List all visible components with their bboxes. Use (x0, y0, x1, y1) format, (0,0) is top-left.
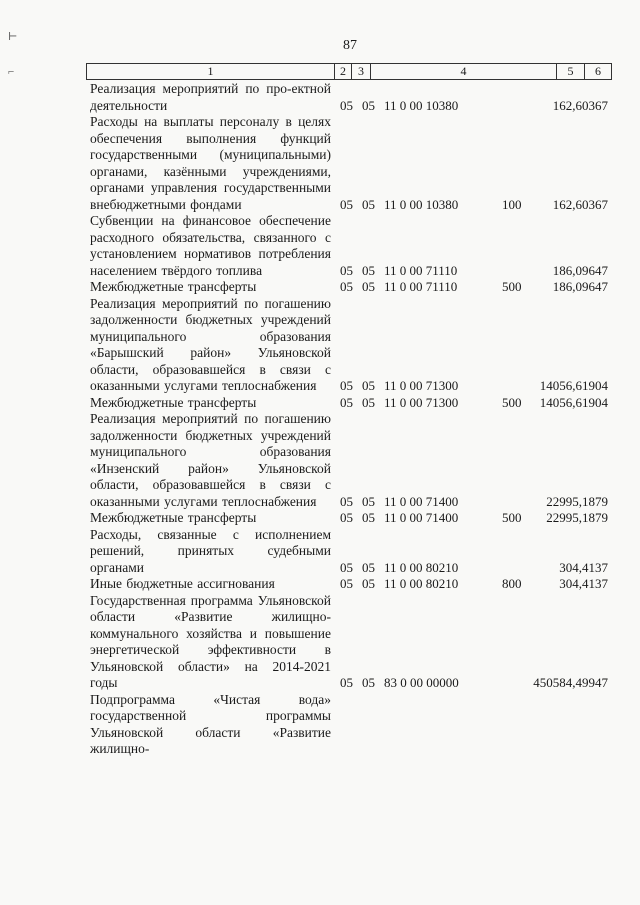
subsection-code: 05 (362, 97, 375, 113)
target-article-code: 11 0 00 10380 (384, 97, 459, 113)
target-article-code: 11 0 00 71400 (384, 493, 459, 509)
row-amount: 22995,1879 (546, 493, 608, 509)
row-description: Подпрограмма «Чистая вода» государственной программы Ульяновской области «Развитие жилищно- (90, 691, 331, 756)
target-article-code: 11 0 00 71400 (384, 510, 459, 525)
target-article-code: 11 0 00 71110 (384, 279, 458, 294)
expense-type-code: 800 (502, 576, 522, 591)
subsection-code: 05 (362, 394, 375, 410)
subsection-code: 05 (362, 675, 375, 690)
row-description: Государственная программа Ульяновской области «Развитие жилищно-коммунального хозяйства и повышение энергетической эффективности в Ульяновской области» на 2014-2021 годы (90, 592, 331, 690)
table-row (90, 527, 610, 577)
target-article-code: 83 0 00 00000 (384, 675, 459, 690)
section-code: 05 (340, 675, 353, 690)
section-code: 05 (340, 378, 353, 393)
row-description: Реализация мероприятий по погашению задолженности бюджетных учреждений муниципального образования «Барышский район» Ульяновской области, образовавшейся в связи с оказанными услугами теплоснабжения (90, 295, 331, 393)
target-article-code: 11 0 00 71300 (384, 394, 459, 410)
row-amount: 14056,61904 (539, 378, 608, 393)
header-cell: 3 (352, 64, 371, 79)
section-code: 05 (340, 279, 353, 294)
target-article-code: 11 0 00 80210 (384, 559, 459, 575)
row-description: Межбюджетные трансферты (90, 394, 257, 410)
row-description: Межбюджетные трансферты (90, 279, 257, 294)
row-description: Межбюджетные трансферты (90, 510, 257, 525)
row-amount: 186,09647 (552, 262, 608, 278)
subsection-code: 05 (362, 279, 375, 294)
section-code: 05 (340, 97, 353, 113)
row-amount: 22995,1879 (546, 510, 608, 525)
row-amount: 186,09647 (552, 279, 608, 294)
table-row (90, 395, 610, 412)
table-header (86, 63, 612, 80)
row-description: Иные бюджетные ассигнования (90, 576, 275, 591)
table-row (90, 510, 610, 527)
subsection-code: 05 (362, 576, 375, 591)
table-row (90, 593, 610, 692)
header-cell: 5 (557, 64, 585, 79)
target-article-code: 11 0 00 10380 (384, 196, 459, 212)
row-amount: 162,60367 (552, 196, 608, 212)
row-description: Расходы, связанные с исполнением решений, принятых судебными органами (90, 526, 331, 575)
table-row (90, 81, 610, 114)
section-code: 05 (340, 262, 353, 278)
margin-mark: ⊢ (8, 31, 18, 43)
row-description: Расходы на выплаты персоналу в целях обеспечения выполнения функций государственными (муниципальными) органами, казёнными учреждениями, органами управления государственными внебюджетными фондами (90, 114, 331, 212)
subsection-code: 05 (362, 493, 375, 509)
page-number: 87 (343, 38, 357, 53)
table-row (90, 213, 610, 279)
header-cell: 2 (335, 64, 352, 79)
subsection-code: 05 (362, 262, 375, 278)
section-code: 05 (340, 576, 353, 591)
expense-type-code: 500 (502, 394, 522, 410)
header-cell: 4 (371, 64, 557, 79)
section-code: 05 (340, 493, 353, 509)
margin-mark: ⌐ (8, 66, 15, 78)
section-code: 05 (340, 510, 353, 525)
target-article-code: 11 0 00 80210 (384, 576, 459, 591)
table-row (90, 296, 610, 395)
table-row (90, 692, 610, 758)
table-row (90, 576, 610, 593)
table-row (90, 279, 610, 296)
subsection-code: 05 (362, 378, 375, 393)
section-code: 05 (340, 196, 353, 212)
expense-type-code: 500 (502, 279, 522, 294)
row-description: Субвенции на финансовое обеспечение расходного обязательства, связанного с установлением нормативов потребления населением твёрдого топлива (90, 213, 331, 278)
table-row (90, 411, 610, 510)
subsection-code: 05 (362, 196, 375, 212)
table-row (90, 114, 610, 213)
row-amount: 450584,49947 (533, 675, 608, 690)
row-amount: 14056,61904 (539, 394, 608, 410)
subsection-code: 05 (362, 510, 375, 525)
row-amount: 162,60367 (552, 97, 608, 113)
row-description: Реализация мероприятий по погашению задолженности бюджетных учреждений муниципального образования «Инзенский район» Ульяновской области, образовавшейся в связи с оказанными услугами теплоснабжения (90, 411, 331, 509)
target-article-code: 11 0 00 71300 (384, 378, 459, 393)
row-amount: 304,4137 (559, 576, 608, 591)
header-cell: 1 (87, 64, 335, 79)
expense-type-code: 100 (502, 196, 522, 212)
subsection-code: 05 (362, 559, 375, 575)
row-amount: 304,4137 (559, 559, 608, 575)
section-code: 05 (340, 559, 353, 575)
target-article-code: 11 0 00 71110 (384, 262, 458, 278)
expense-type-code: 500 (502, 510, 522, 525)
table-body (90, 81, 610, 758)
section-code: 05 (340, 394, 353, 410)
header-cell: 6 (595, 64, 601, 78)
row-description: Реализация мероприятий по про-ектной деятельности (90, 81, 331, 113)
